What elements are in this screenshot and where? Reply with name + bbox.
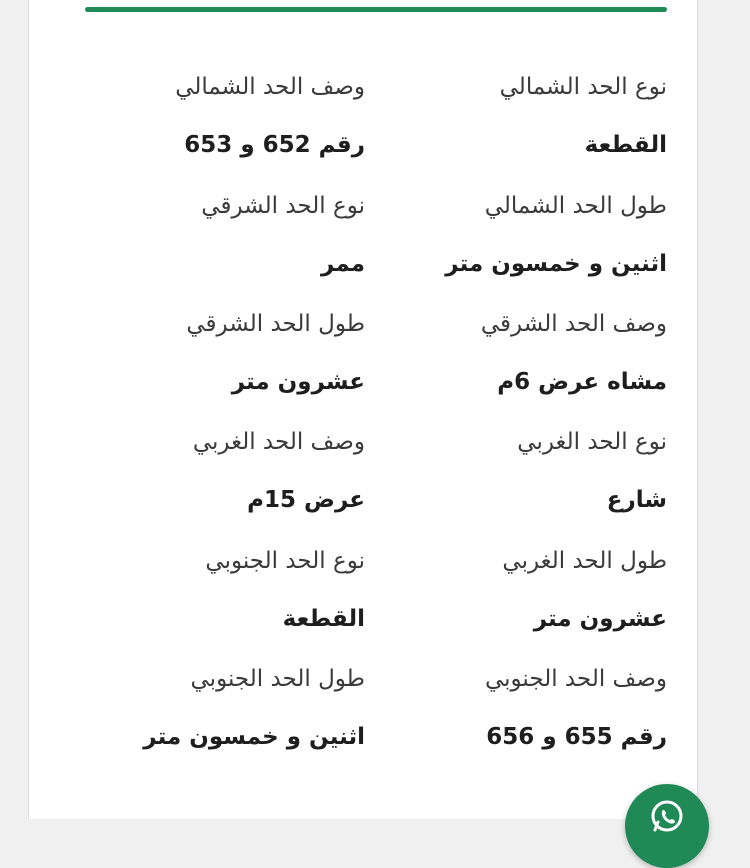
north-boundary-length-value: اثنين و خمسون متر	[445, 251, 667, 277]
east-boundary-description-value: مشاه عرض 6م	[497, 369, 667, 395]
south-boundary-type-value: القطعة	[282, 606, 365, 632]
boundaries-card	[28, 0, 698, 819]
south-boundary-description-label: وصف الحد الجنوبي	[484, 666, 667, 692]
south-boundary-description-value: رقم 655 و 656	[486, 724, 667, 750]
north-boundary-length-label: طول الحد الشمالي	[484, 193, 667, 219]
west-boundary-length-label: طول الحد الغربي	[502, 548, 667, 574]
south-boundary-length-label: طول الحد الجنوبي	[190, 666, 365, 692]
whatsapp-button[interactable]	[625, 784, 709, 868]
north-boundary-description-value: رقم 652 و 653	[184, 132, 365, 158]
west-boundary-type-value: شارع	[606, 487, 667, 513]
south-boundary-type-label: نوع الحد الجنوبي	[205, 548, 365, 574]
accent-bar	[85, 7, 667, 12]
north-boundary-type-label: نوع الحد الشمالي	[499, 74, 667, 100]
west-boundary-length-value: عشرون متر	[533, 606, 667, 632]
south-boundary-length-value: اثنين و خمسون متر	[143, 724, 365, 750]
west-boundary-type-label: نوع الحد الغربي	[517, 429, 667, 455]
east-boundary-type-value: ممر	[321, 251, 365, 277]
west-boundary-description-label: وصف الحد الغربي	[192, 429, 365, 455]
east-boundary-type-label: نوع الحد الشرقي	[201, 193, 365, 219]
north-boundary-description-label: وصف الحد الشمالي	[175, 74, 365, 100]
north-boundary-type-value: القطعة	[584, 132, 667, 158]
whatsapp-icon	[647, 796, 687, 836]
east-boundary-description-label: وصف الحد الشرقي	[480, 311, 667, 337]
east-boundary-length-value: عشرون متر	[231, 369, 365, 395]
east-boundary-length-label: طول الحد الشرقي	[186, 311, 365, 337]
west-boundary-description-value: عرض 15م	[247, 487, 365, 513]
